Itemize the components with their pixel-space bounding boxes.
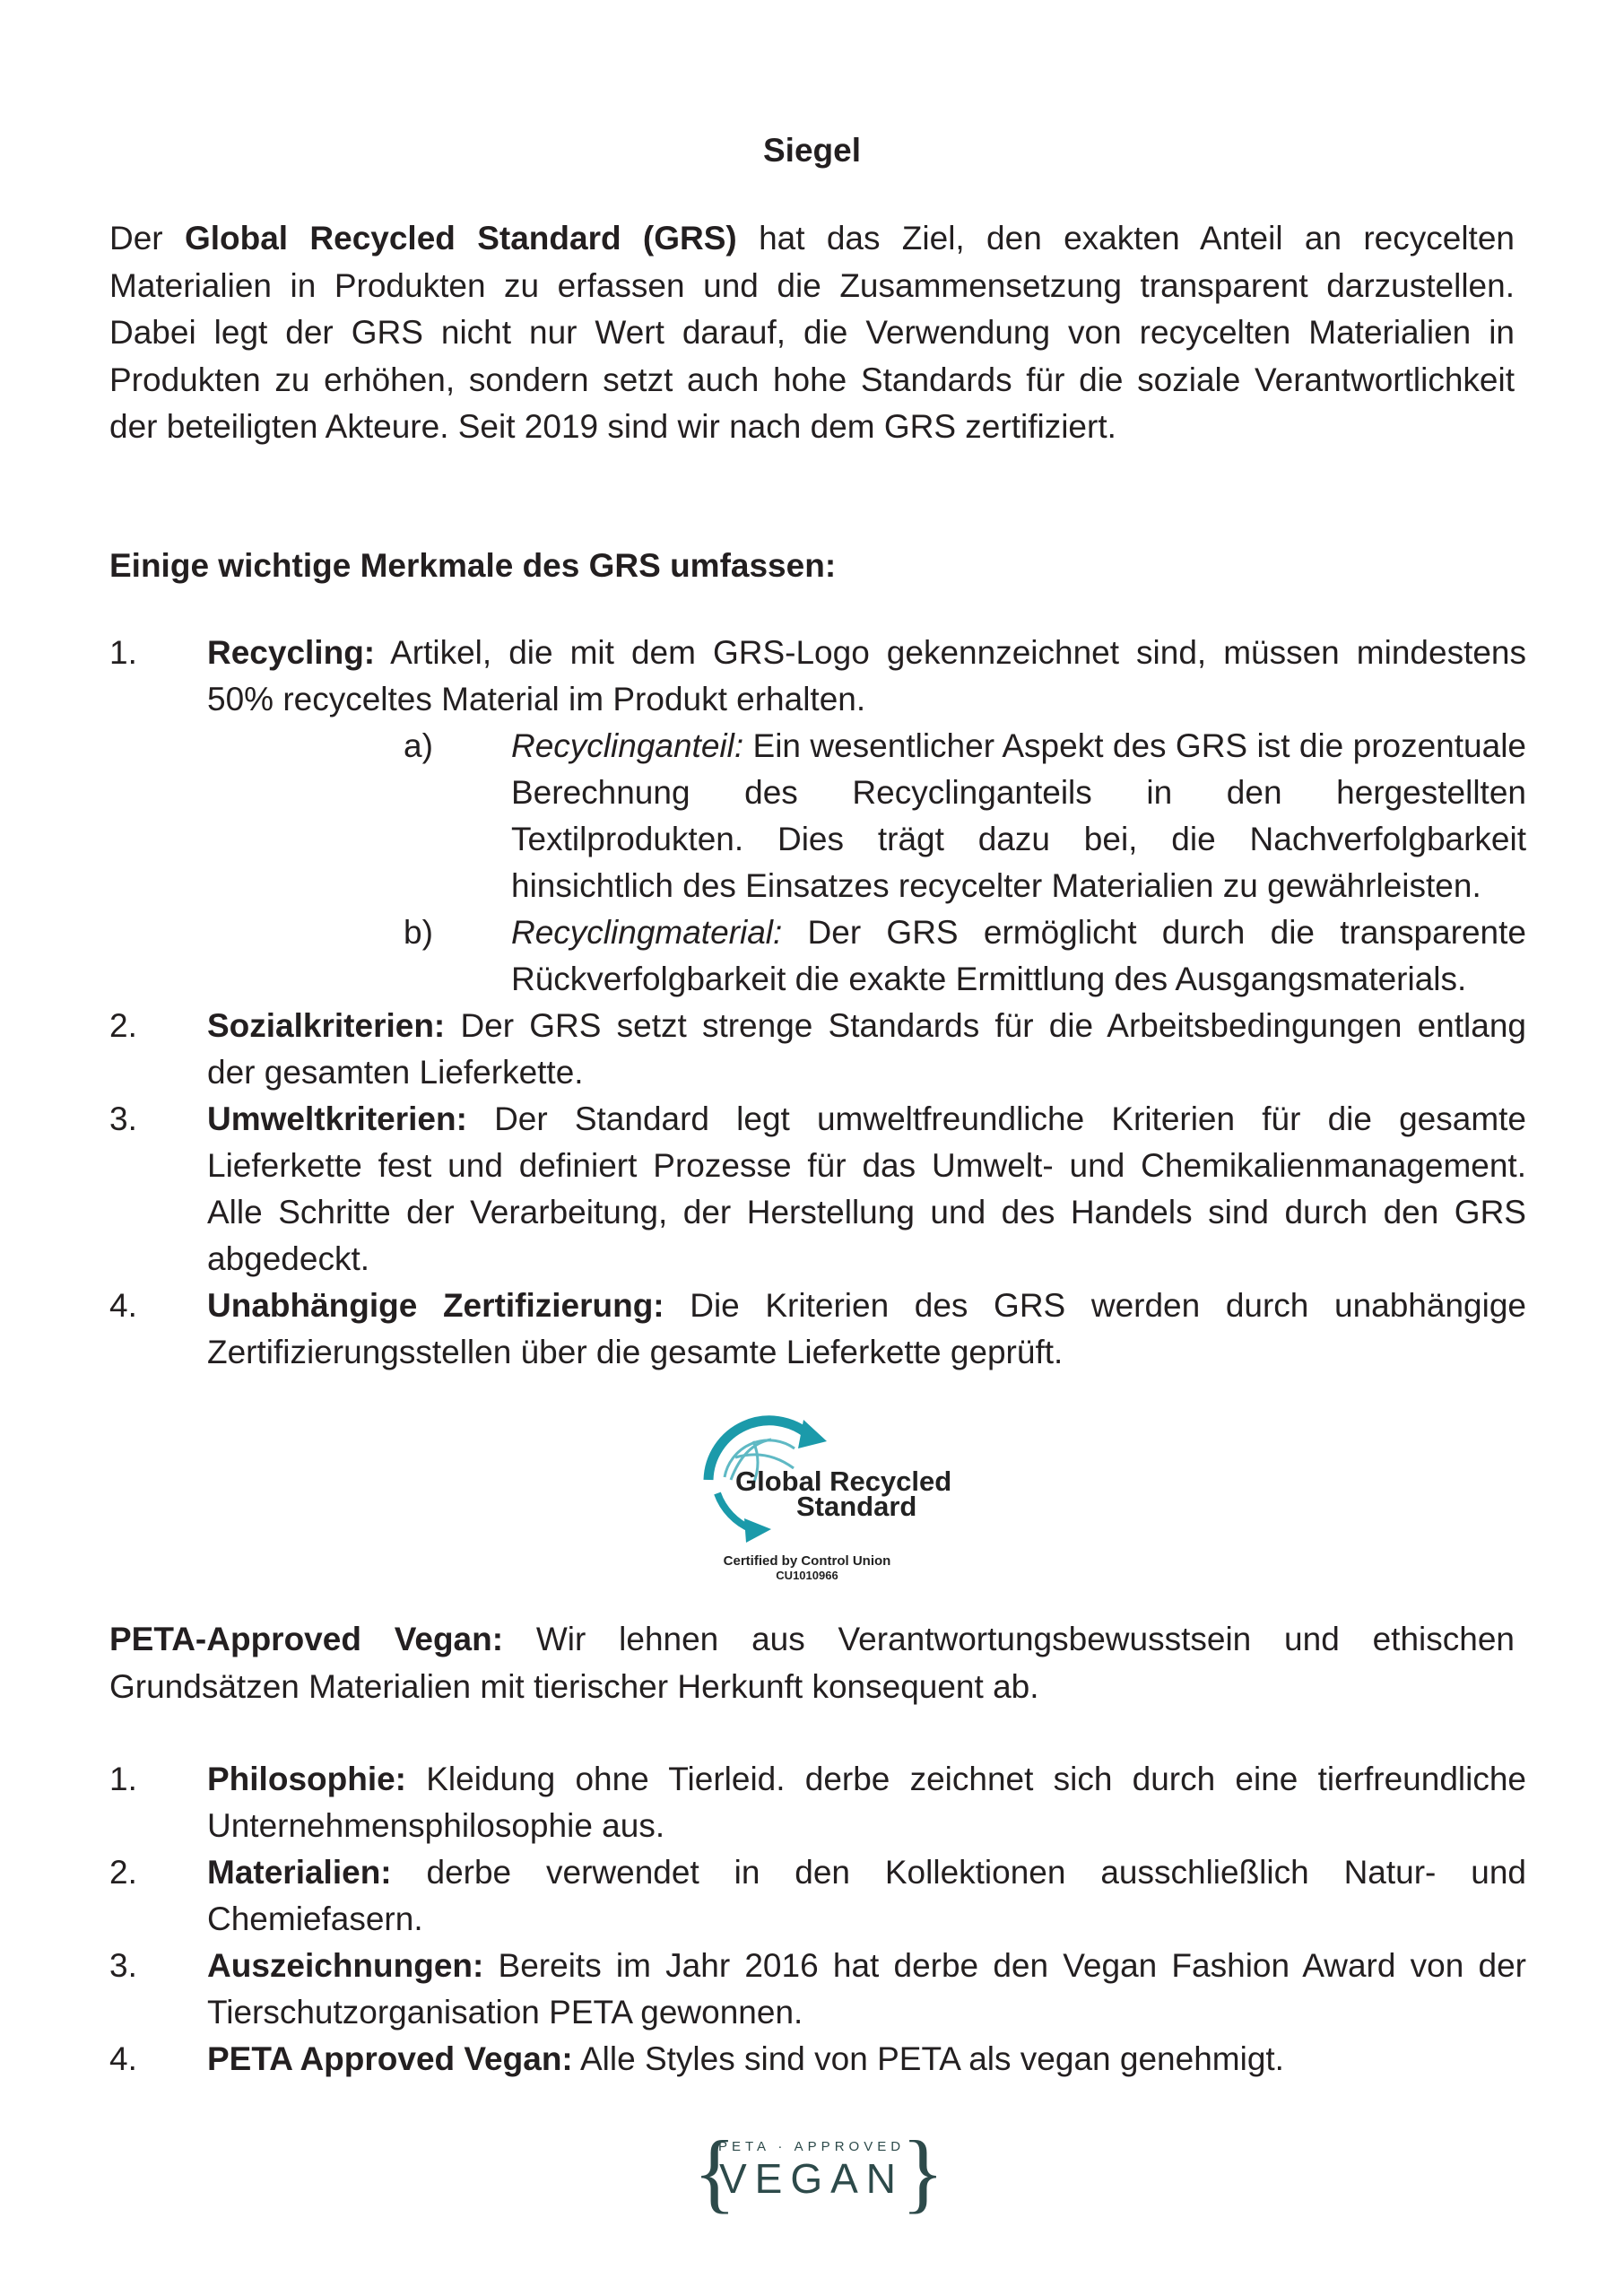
sub-list-lead: Recyclinganteil: <box>511 727 744 764</box>
grs-logo-code: CU1010966 <box>776 1569 838 1582</box>
list-lead: Philosophie: <box>207 1761 406 1797</box>
list-item <box>109 1849 1526 1943</box>
list-item <box>109 630 1526 1003</box>
left-brace-icon: { <box>693 2122 736 2220</box>
grs-features-heading: Einige wichtige Merkmale des GRS umfassen: <box>109 547 837 584</box>
grs-logo-line1: Global Recycled <box>735 1465 952 1497</box>
grs-logo <box>682 1395 968 1583</box>
list-text: Der GRS setzt strenge Standards für die Arbeitsbedingungen entlang der gesamten Lieferkette. <box>207 1007 1526 1091</box>
list-item <box>109 1003 1526 1096</box>
grs-intro-bold: Global Recycled Standard (GRS) <box>184 220 737 257</box>
grs-logo-line2: Standard <box>796 1491 917 1522</box>
peta-logo-top: PETA · APPROVED <box>717 2139 906 2154</box>
list-lead: Recycling: <box>207 634 376 671</box>
sub-list-text: Ein wesentlicher Aspekt des GRS ist die prozentuale Berechnung des Recyclinganteils in den hergestellten Textilprodukten. Dies trägt dazu bei, die Nachverfolgbarkeit hinsichtlich des Einsatzes recycelter Materialien zu gewährleisten. <box>511 727 1526 904</box>
list-number: 3. <box>109 1947 137 1984</box>
list-number: 4. <box>109 1287 137 1324</box>
grs-intro-paragraph <box>109 215 1515 451</box>
list-text: Alle Styles sind von PETA als vegan genehmigt. <box>572 2040 1284 2077</box>
page-title: Siegel <box>763 132 861 169</box>
peta-intro-bold: PETA-Approved Vegan: <box>109 1621 504 1657</box>
list-item <box>109 1756 1526 1849</box>
list-lead: Unabhängige Zertifizierung: <box>207 1287 664 1324</box>
grs-intro-before: Der <box>109 220 185 257</box>
sub-list-letter: a) <box>404 727 433 764</box>
list-lead: Auszeichnungen: <box>207 1947 484 1984</box>
sub-list-item <box>404 723 1526 909</box>
sub-list-item <box>404 909 1526 1003</box>
grs-intro-text: hat das Ziel, den exakten Anteil an recycelten Materialien in Produkten zu erfassen und die Zusammensetzung transparent darzustellen. Dabei legt der GRS nicht nur Wert darauf, die Verwendung von recycelten Materialien in Produkten zu erhöhen, sondern setzt auch hohe Standards für die soziale Verantwortlichkeit der beteiligten Akteure. Seit 2019 sind wir nach dem GRS zertifiziert. <box>109 220 1515 445</box>
sub-list-lead: Recyclingmaterial: <box>511 914 783 951</box>
peta-vegan-logo <box>677 2117 946 2220</box>
sub-list-text: Der GRS ermöglicht durch die transparente Rückverfolgbarkeit die exakte Ermittlung des Ausgangsmaterials. <box>511 914 1526 997</box>
peta-intro-paragraph <box>109 1616 1515 1710</box>
peta-logo-word: VEGAN <box>718 2155 905 2202</box>
list-number: 4. <box>109 2040 137 2077</box>
right-brace-icon: } <box>901 2122 944 2220</box>
list-text: Kleidung ohne Tierleid. derbe zeichnet sich durch eine tierfreundliche Unternehmensphilosophie aus. <box>207 1761 1526 1844</box>
list-number: 3. <box>109 1100 137 1137</box>
list-item <box>109 1283 1526 1376</box>
list-item <box>109 2036 1526 2083</box>
list-text: derbe verwendet in den Kollektionen ausschließlich Natur- und Chemiefasern. <box>207 1854 1526 1937</box>
peta-feature-list <box>109 1756 1526 2083</box>
list-lead: Umweltkriterien: <box>207 1100 467 1137</box>
grs-feature-list <box>109 630 1526 1376</box>
list-number: 1. <box>109 1761 137 1797</box>
list-lead: Materialien: <box>207 1854 392 1891</box>
list-lead: Sozialkriterien: <box>207 1007 446 1044</box>
grs-logo-cert: Certified by Control Union <box>723 1553 891 1569</box>
list-text: Artikel, die mit dem GRS-Logo gekennzeichnet sind, müssen mindestens 50% recyceltes Material im Produkt erhalten. <box>207 634 1526 718</box>
list-number: 2. <box>109 1007 137 1044</box>
list-item <box>109 1096 1526 1283</box>
list-text: Die Kriterien des GRS werden durch unabhängige Zertifizierungsstellen über die gesamte Lieferkette geprüft. <box>207 1287 1526 1370</box>
list-lead: PETA Approved Vegan: <box>207 2040 573 2077</box>
list-text: Der Standard legt umweltfreundliche Kriterien für die gesamte Lieferkette fest und definiert Prozesse für das Umwelt- und Chemikalienmanagement. Alle Schritte der Verarbeitung, der Herstellung und des Handels sind durch den GRS abgedeckt. <box>207 1100 1526 1277</box>
peta-intro-text: Wir lehnen aus Verantwortungsbewusstsein und ethischen Grundsätzen Materialien mit tierischer Herkunft konsequent ab. <box>109 1621 1515 1705</box>
list-number: 1. <box>109 634 137 671</box>
list-item <box>109 1943 1526 2036</box>
list-text: Bereits im Jahr 2016 hat derbe den Vegan Fashion Award von der Tierschutzorganisation PETA gewonnen. <box>207 1947 1526 2031</box>
grs-sub-list <box>109 723 1526 1003</box>
sub-list-letter: b) <box>404 914 433 951</box>
list-number: 2. <box>109 1854 137 1891</box>
